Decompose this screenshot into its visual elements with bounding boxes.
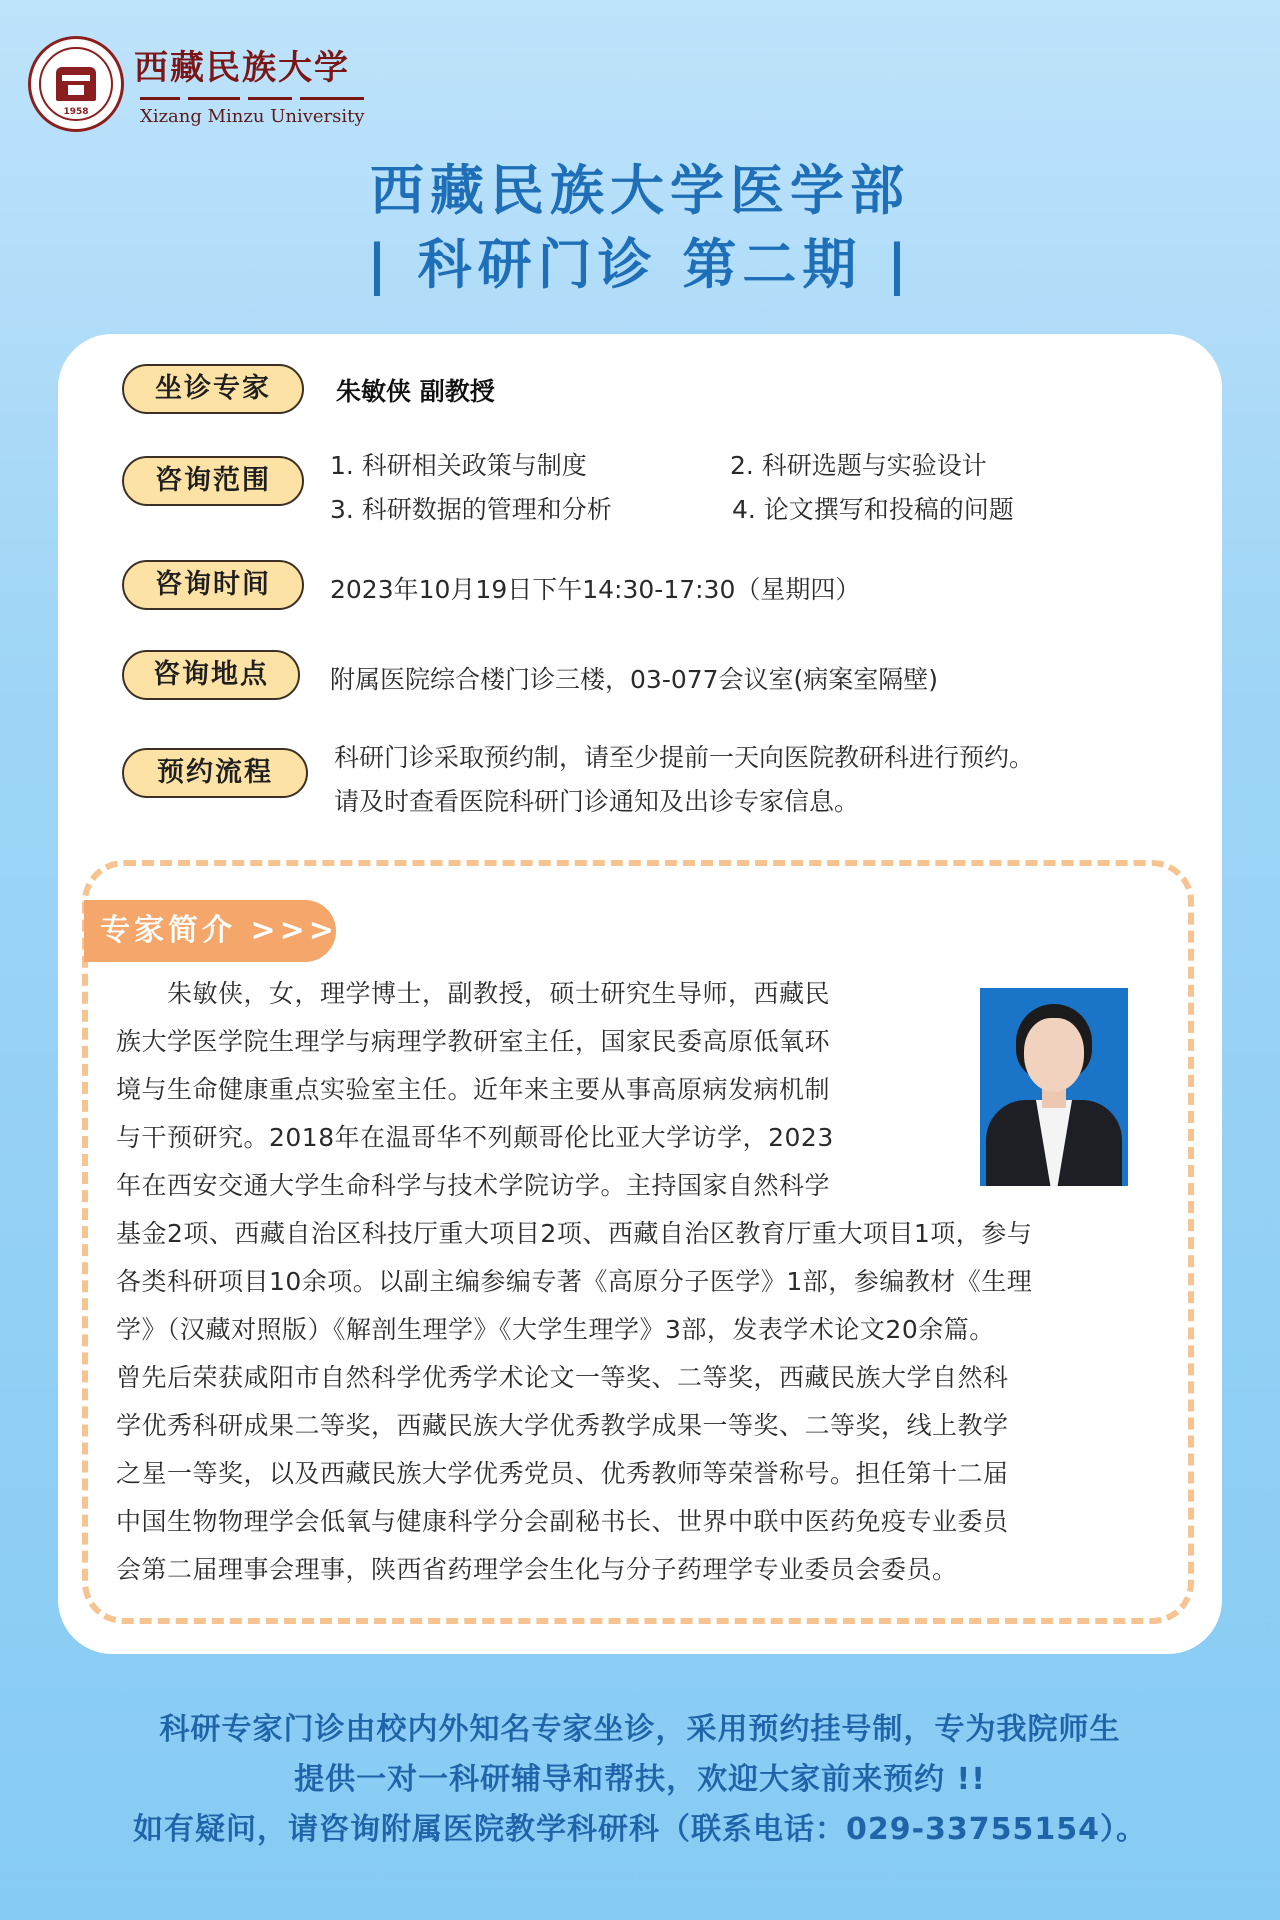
scope-item: 2. 科研选题与实验设计: [730, 451, 987, 480]
footer-line: 提供一对一科研辅导和帮扶，欢迎大家前来预约 !!: [294, 1762, 986, 1797]
photo-face: [1024, 1018, 1084, 1092]
scope-item: 1. 科研相关政策与制度: [330, 451, 587, 480]
footer-line: 科研专家门诊由校内外知名专家坐诊，采用预约挂号制，专为我院师生: [159, 1712, 1121, 1747]
bio-line: 境与生命健康重点实验室主任。近年来主要从事高原病发病机制: [116, 1075, 831, 1104]
logo-year: 1958: [63, 107, 89, 117]
bio-line: 朱敏侠，女，理学博士，副教授，硕士研究生导师，西藏民: [116, 979, 831, 1008]
logo-building-icon: [56, 67, 96, 101]
university-name-en: Xizang Minzu University: [140, 106, 365, 127]
university-name-cn: 西藏民族大学: [134, 48, 350, 88]
bio-line: 基金2项、西藏自治区科技厅重大项目2项、西藏自治区教育厅重大项目1项，参与: [116, 1219, 1033, 1248]
page-title: 西藏民族大学医学部: [370, 159, 910, 222]
bio-line: 会第二届理事会理事，陕西省药理学会生化与分子药理学专业委员会委员。: [116, 1555, 958, 1584]
bio-line: 学优秀科研成果二等奖，西藏民族大学优秀教学成果一等奖、二等奖，线上教学: [116, 1411, 1009, 1440]
expert-value: 朱敏侠 副教授: [336, 377, 495, 406]
time-label: 咨询时间: [122, 560, 304, 610]
place-value: 附属医院综合楼门诊三楼，03-077会议室(病案室隔壁): [330, 665, 939, 694]
university-logo: [28, 36, 124, 132]
scope-item: 4. 论文撰写和投稿的问题: [732, 495, 1014, 524]
bio-line: 族大学医学院生理学与病理学教研室主任，国家民委高原低氧环: [116, 1027, 831, 1056]
process-label: 预约流程: [122, 748, 308, 798]
bio-line: 各类科研项目10余项。以副主编参编专著《高原分子医学》1部，参编教材《生理: [116, 1267, 1033, 1296]
bio-line: 之星一等奖，以及西藏民族大学优秀党员、优秀教师等荣誉称号。担任第十二届: [116, 1459, 1009, 1488]
bio-line: 与干预研究。2018年在温哥华不列颠哥伦比亚大学访学，2023: [116, 1123, 834, 1152]
expert-intro-tag: 专家简介 >>>: [84, 900, 336, 962]
scope-label: 咨询范围: [122, 456, 304, 506]
expert-photo: [980, 988, 1128, 1186]
university-name-tibetan-script: [140, 84, 370, 100]
scope-item: 3. 科研数据的管理和分析: [330, 495, 612, 524]
bio-line: 中国生物物理学会低氧与健康科学分会副秘书长、世界中联中医药免疫专业委员: [116, 1507, 1009, 1536]
bio-line: 曾先后荣获咸阳市自然科学优秀学术论文一等奖、二等奖，西藏民族大学自然科: [116, 1363, 1009, 1392]
bio-line: 学》（汉藏对照版）《解剖生理学》《大学生理学》3部，发表学术论文20余篇。: [116, 1315, 995, 1344]
page-subtitle: | 科研门诊 第二期 |: [367, 233, 913, 296]
bio-line: 年在西安交通大学生命科学与技术学院访学。主持国家自然科学: [116, 1171, 831, 1200]
footer-contact: 如有疑问，请咨询附属医院教学科研科（联系电话：029-33755154）。: [132, 1812, 1148, 1847]
process-line: 科研门诊采取预约制，请至少提前一天向医院教研科进行预约。: [334, 743, 1035, 772]
expert-label: 坐诊专家: [122, 364, 304, 414]
time-value: 2023年10月19日下午14:30-17:30（星期四）: [330, 575, 861, 604]
process-line: 请及时查看医院科研门诊通知及出诊专家信息。: [334, 787, 860, 816]
info-card: [58, 334, 1222, 1654]
place-label: 咨询地点: [122, 650, 300, 700]
